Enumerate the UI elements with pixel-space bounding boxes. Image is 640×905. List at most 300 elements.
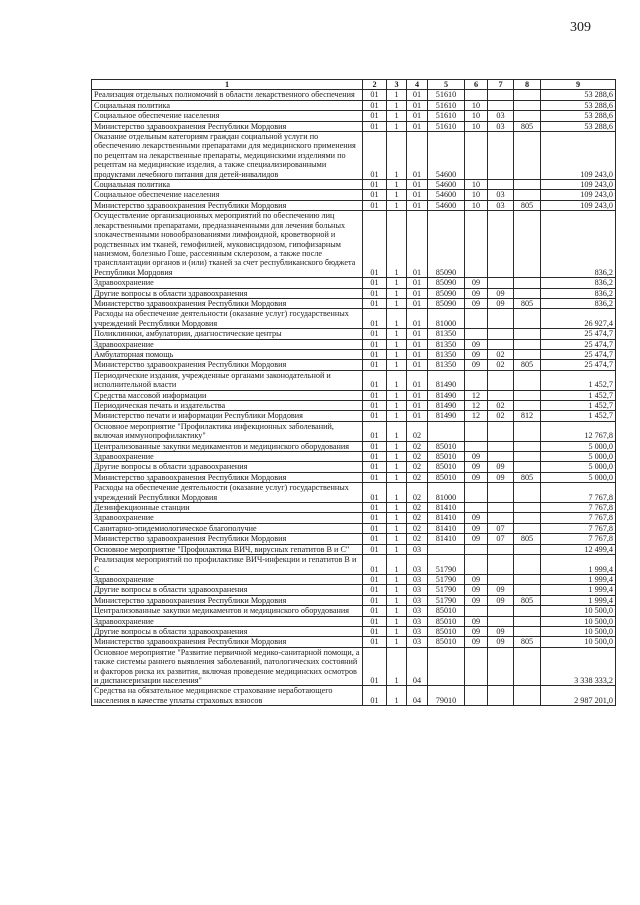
section-code-cell (465, 606, 488, 616)
line-item-name-cell: Здравоохранение (92, 278, 363, 288)
activity-code-cell: 01 (407, 200, 428, 210)
ministry-code-cell: 805 (514, 472, 541, 482)
section-code-cell (465, 211, 488, 278)
program-code-cell: 01 (363, 462, 387, 472)
table-row (92, 483, 616, 503)
subprogram-code-cell: 1 (387, 616, 407, 626)
program-code-cell: 01 (363, 544, 387, 554)
amount-cell: 1 999,4 (541, 585, 616, 595)
table-row (92, 111, 616, 121)
direction-code-cell: 81350 (428, 349, 465, 359)
ministry-code-cell (514, 401, 541, 411)
subsection-code-cell (488, 132, 514, 180)
activity-code-cell: 04 (407, 686, 428, 706)
subprogram-code-cell: 1 (387, 513, 407, 523)
line-item-name-cell: Санитарно-эпидемиологическое благополучие (92, 523, 363, 533)
subprogram-code-cell: 1 (387, 180, 407, 190)
subsection-code-cell: 03 (488, 121, 514, 131)
subsection-code-cell (488, 647, 514, 686)
header-cell: 3 (387, 80, 407, 90)
activity-code-cell: 04 (407, 647, 428, 686)
activity-code-cell: 01 (407, 411, 428, 421)
ministry-code-cell (514, 90, 541, 100)
direction-code-cell: 54600 (428, 190, 465, 200)
program-code-cell: 01 (363, 472, 387, 482)
subsection-code-cell (488, 180, 514, 190)
table-row (92, 278, 616, 288)
header-cell: 9 (541, 80, 616, 90)
table-row (92, 523, 616, 533)
amount-cell: 836,2 (541, 298, 616, 308)
ministry-code-cell (514, 647, 541, 686)
section-code-cell: 09 (465, 462, 488, 472)
subsection-code-cell (488, 513, 514, 523)
amount-cell: 7 767,8 (541, 483, 616, 503)
direction-code-cell: 81490 (428, 411, 465, 421)
section-code-cell: 09 (465, 298, 488, 308)
direction-code-cell: 51610 (428, 121, 465, 131)
table-row (92, 132, 616, 180)
section-code-cell: 09 (465, 360, 488, 370)
amount-cell: 1 999,4 (541, 574, 616, 584)
section-code-cell: 09 (465, 626, 488, 636)
program-code-cell: 01 (363, 483, 387, 503)
amount-cell: 5 000,0 (541, 452, 616, 462)
amount-cell: 7 767,8 (541, 523, 616, 533)
ministry-code-cell (514, 523, 541, 533)
table-row (92, 90, 616, 100)
line-item-name-cell: Расходы на обеспечение деятельности (оказание услуг) государственных учреждений Республики Мордовия (92, 483, 363, 503)
table-row (92, 100, 616, 110)
table-row (92, 298, 616, 308)
section-code-cell: 10 (465, 111, 488, 121)
direction-code-cell: 51790 (428, 574, 465, 584)
direction-code-cell: 85010 (428, 441, 465, 451)
program-code-cell: 01 (363, 421, 387, 441)
section-code-cell (465, 503, 488, 513)
ministry-code-cell (514, 544, 541, 554)
amount-cell: 7 767,8 (541, 503, 616, 513)
subprogram-code-cell: 1 (387, 544, 407, 554)
amount-cell: 1 452,7 (541, 390, 616, 400)
program-code-cell: 01 (363, 121, 387, 131)
subsection-code-cell (488, 100, 514, 110)
header-cell: 4 (407, 80, 428, 90)
program-code-cell: 01 (363, 370, 387, 390)
subprogram-code-cell: 1 (387, 585, 407, 595)
line-item-name-cell: Социальная политика (92, 180, 363, 190)
direction-code-cell: 85010 (428, 462, 465, 472)
activity-code-cell: 02 (407, 441, 428, 451)
program-code-cell: 01 (363, 606, 387, 616)
section-code-cell (465, 132, 488, 180)
subprogram-code-cell: 1 (387, 339, 407, 349)
subprogram-code-cell: 1 (387, 421, 407, 441)
program-code-cell: 01 (363, 329, 387, 339)
section-code-cell: 10 (465, 121, 488, 131)
direction-code-cell (428, 421, 465, 441)
amount-cell: 3 338 333,2 (541, 647, 616, 686)
ministry-code-cell (514, 555, 541, 575)
amount-cell: 25 474,7 (541, 339, 616, 349)
ministry-code-cell (514, 606, 541, 616)
subprogram-code-cell: 1 (387, 200, 407, 210)
header-cell: 5 (428, 80, 465, 90)
ministry-code-cell: 805 (514, 121, 541, 131)
ministry-code-cell (514, 211, 541, 278)
line-item-name-cell: Министерство здравоохранения Республики Мордовия (92, 534, 363, 544)
subsection-code-cell (488, 574, 514, 584)
header-cell: 8 (514, 80, 541, 90)
direction-code-cell: 81350 (428, 360, 465, 370)
ministry-code-cell (514, 288, 541, 298)
section-code-cell: 09 (465, 523, 488, 533)
direction-code-cell: 81490 (428, 370, 465, 390)
line-item-name-cell: Здравоохранение (92, 513, 363, 523)
subsection-code-cell: 02 (488, 349, 514, 359)
program-code-cell: 01 (363, 309, 387, 329)
ministry-code-cell (514, 483, 541, 503)
line-item-name-cell: Министерство здравоохранения Республики Мордовия (92, 595, 363, 605)
program-code-cell: 01 (363, 111, 387, 121)
activity-code-cell: 01 (407, 349, 428, 359)
line-item-name-cell: Другие вопросы в области здравоохранения (92, 585, 363, 595)
ministry-code-cell (514, 180, 541, 190)
table-row (92, 329, 616, 339)
activity-code-cell: 03 (407, 544, 428, 554)
program-code-cell: 01 (363, 555, 387, 575)
activity-code-cell: 02 (407, 462, 428, 472)
table-row (92, 513, 616, 523)
program-code-cell: 01 (363, 298, 387, 308)
subsection-code-cell: 03 (488, 111, 514, 121)
amount-cell: 1 999,4 (541, 595, 616, 605)
table-row (92, 606, 616, 616)
line-item-name-cell: Средства массовой информации (92, 390, 363, 400)
direction-code-cell: 51790 (428, 585, 465, 595)
header-cell: 6 (465, 80, 488, 90)
amount-cell: 1 452,7 (541, 401, 616, 411)
amount-cell: 5 000,0 (541, 472, 616, 482)
subprogram-code-cell: 1 (387, 278, 407, 288)
direction-code-cell: 85010 (428, 616, 465, 626)
table-row (92, 472, 616, 482)
program-code-cell: 01 (363, 278, 387, 288)
ministry-code-cell (514, 390, 541, 400)
amount-cell: 836,2 (541, 278, 616, 288)
table-row (92, 288, 616, 298)
page-number: 309 (570, 20, 591, 35)
ministry-code-cell (514, 190, 541, 200)
table-row (92, 534, 616, 544)
amount-cell: 109 243,0 (541, 200, 616, 210)
direction-code-cell: 81410 (428, 534, 465, 544)
line-item-name-cell: Периодические издания, учрежденные органами законодательной и исполнительной власти (92, 370, 363, 390)
direction-code-cell: 85090 (428, 298, 465, 308)
section-code-cell: 10 (465, 100, 488, 110)
section-code-cell: 09 (465, 288, 488, 298)
direction-code-cell: 81410 (428, 523, 465, 533)
table-row (92, 647, 616, 686)
ministry-code-cell (514, 626, 541, 636)
line-item-name-cell: Реализация отдельных полномочий в области лекарственного обеспечения (92, 90, 363, 100)
subprogram-code-cell: 1 (387, 349, 407, 359)
header-row (92, 80, 616, 90)
subsection-code-cell: 07 (488, 523, 514, 533)
activity-code-cell: 03 (407, 574, 428, 584)
program-code-cell: 01 (363, 647, 387, 686)
direction-code-cell: 54600 (428, 200, 465, 210)
section-code-cell (465, 544, 488, 554)
table-row (92, 585, 616, 595)
subsection-code-cell: 03 (488, 200, 514, 210)
table-row (92, 555, 616, 575)
program-code-cell: 01 (363, 339, 387, 349)
activity-code-cell: 03 (407, 595, 428, 605)
direction-code-cell: 85010 (428, 472, 465, 482)
subprogram-code-cell: 1 (387, 555, 407, 575)
amount-cell: 12 767,8 (541, 421, 616, 441)
table-row (92, 360, 616, 370)
line-item-name-cell: Оказание отдельным категориям граждан социальной услуги по обеспечению лекарственными препаратами для медицинского применения по рецептам на лекарственные препараты, медицинскими изделиями по рецептам на медицинские изделия, а также специализированными продуктами лечебного питания для детей-инвалидов (92, 132, 363, 180)
subprogram-code-cell: 1 (387, 298, 407, 308)
subsection-code-cell (488, 606, 514, 616)
line-item-name-cell: Социальное обеспечение населения (92, 190, 363, 200)
amount-cell: 1 999,4 (541, 555, 616, 575)
direction-code-cell: 79010 (428, 686, 465, 706)
amount-cell: 10 500,0 (541, 626, 616, 636)
subprogram-code-cell: 1 (387, 626, 407, 636)
line-item-name-cell: Осуществление организационных мероприятий по обеспечению лиц лекарственными препаратами, предназначенными для лечения больных злокачественными новообразованиями лимфоидной, кроветворной и родственных им тканей, гемофилией, муковисцидозом, гипофизарным нанизмом, болезнью Гоше, рассеянным склерозом, а также после трансплантации органов и (или) тканей за счет республиканского бюджета Республики Мордовия (92, 211, 363, 278)
direction-code-cell: 85090 (428, 211, 465, 278)
table-row (92, 190, 616, 200)
program-code-cell: 01 (363, 401, 387, 411)
table-row (92, 452, 616, 462)
table-row (92, 121, 616, 131)
line-item-name-cell: Поликлиники, амбулатории, диагностические центры (92, 329, 363, 339)
ministry-code-cell: 812 (514, 411, 541, 421)
section-code-cell (465, 686, 488, 706)
table-row (92, 574, 616, 584)
section-code-cell: 10 (465, 180, 488, 190)
line-item-name-cell: Реализация мероприятий по профилактике ВИЧ-инфекции и гепатитов В и С (92, 555, 363, 575)
line-item-name-cell: Социальная политика (92, 100, 363, 110)
program-code-cell: 01 (363, 452, 387, 462)
ministry-code-cell (514, 452, 541, 462)
line-item-name-cell: Здравоохранение (92, 452, 363, 462)
activity-code-cell: 01 (407, 329, 428, 339)
program-code-cell: 01 (363, 585, 387, 595)
direction-code-cell: 51610 (428, 100, 465, 110)
amount-cell: 53 288,6 (541, 111, 616, 121)
budget-table (91, 79, 616, 706)
table-row (92, 626, 616, 636)
subprogram-code-cell: 1 (387, 637, 407, 647)
table-row (92, 211, 616, 278)
program-code-cell: 01 (363, 190, 387, 200)
program-code-cell: 01 (363, 132, 387, 180)
amount-cell: 26 927,4 (541, 309, 616, 329)
activity-code-cell: 01 (407, 278, 428, 288)
line-item-name-cell: Централизованные закупки медикаментов и медицинского оборудования (92, 441, 363, 451)
header-cell: 1 (92, 80, 363, 90)
activity-code-cell: 02 (407, 483, 428, 503)
section-code-cell: 10 (465, 190, 488, 200)
direction-code-cell: 85010 (428, 452, 465, 462)
subsection-code-cell (488, 309, 514, 329)
activity-code-cell: 01 (407, 298, 428, 308)
table-body (92, 90, 616, 706)
subprogram-code-cell: 1 (387, 309, 407, 329)
subsection-code-cell (488, 483, 514, 503)
subprogram-code-cell: 1 (387, 483, 407, 503)
section-code-cell (465, 441, 488, 451)
line-item-name-cell: Средства на обязательное медицинское страхование неработающего населения в качестве уплаты страховых взносов (92, 686, 363, 706)
line-item-name-cell: Министерство здравоохранения Республики Мордовия (92, 637, 363, 647)
table-row (92, 309, 616, 329)
section-code-cell (465, 421, 488, 441)
ministry-code-cell (514, 441, 541, 451)
subprogram-code-cell: 1 (387, 686, 407, 706)
direction-code-cell: 51790 (428, 555, 465, 575)
direction-code-cell: 54600 (428, 132, 465, 180)
activity-code-cell: 01 (407, 288, 428, 298)
activity-code-cell: 01 (407, 90, 428, 100)
line-item-name-cell: Дезинфекционные станции (92, 503, 363, 513)
subsection-code-cell (488, 544, 514, 554)
direction-code-cell: 81350 (428, 339, 465, 349)
direction-code-cell: 85010 (428, 637, 465, 647)
amount-cell: 836,2 (541, 211, 616, 278)
section-code-cell (465, 555, 488, 575)
amount-cell: 7 767,8 (541, 513, 616, 523)
subprogram-code-cell: 1 (387, 329, 407, 339)
amount-cell: 10 500,0 (541, 606, 616, 616)
amount-cell: 10 500,0 (541, 616, 616, 626)
program-code-cell: 01 (363, 200, 387, 210)
direction-code-cell: 51610 (428, 111, 465, 121)
activity-code-cell: 02 (407, 472, 428, 482)
amount-cell: 25 474,7 (541, 349, 616, 359)
subprogram-code-cell: 1 (387, 523, 407, 533)
ministry-code-cell (514, 574, 541, 584)
amount-cell: 1 452,7 (541, 411, 616, 421)
ministry-code-cell (514, 503, 541, 513)
subsection-code-cell (488, 90, 514, 100)
line-item-name-cell: Основное мероприятие "Профилактика ВИЧ, вирусных гепатитов В и С" (92, 544, 363, 554)
direction-code-cell: 81350 (428, 329, 465, 339)
amount-cell: 109 243,0 (541, 132, 616, 180)
subsection-code-cell: 09 (488, 462, 514, 472)
section-code-cell: 09 (465, 534, 488, 544)
program-code-cell: 01 (363, 180, 387, 190)
program-code-cell: 01 (363, 360, 387, 370)
line-item-name-cell: Министерство здравоохранения Республики Мордовия (92, 298, 363, 308)
line-item-name-cell: Здравоохранение (92, 616, 363, 626)
header-cell: 7 (488, 80, 514, 90)
direction-code-cell: 81000 (428, 483, 465, 503)
table-row (92, 616, 616, 626)
line-item-name-cell: Основное мероприятие "Развитие первичной медико-санитарной помощи, а также системы раннего выявления заболеваний, патологических состояний и факторов риска их развития, включая проведение медицинских осмотров и диспансеризации населения" (92, 647, 363, 686)
amount-cell: 25 474,7 (541, 360, 616, 370)
subsection-code-cell: 03 (488, 190, 514, 200)
subsection-code-cell: 09 (488, 585, 514, 595)
line-item-name-cell: Расходы на обеспечение деятельности (оказание услуг) государственных учреждений Республики Мордовия (92, 309, 363, 329)
subsection-code-cell: 09 (488, 637, 514, 647)
line-item-name-cell: Министерство здравоохранения Республики Мордовия (92, 360, 363, 370)
program-code-cell: 01 (363, 595, 387, 605)
program-code-cell: 01 (363, 390, 387, 400)
ministry-code-cell (514, 309, 541, 329)
ministry-code-cell: 805 (514, 360, 541, 370)
direction-code-cell (428, 647, 465, 686)
section-code-cell: 09 (465, 637, 488, 647)
line-item-name-cell: Министерство здравоохранения Республики Мордовия (92, 200, 363, 210)
subprogram-code-cell: 1 (387, 411, 407, 421)
section-code-cell: 09 (465, 472, 488, 482)
line-item-name-cell: Другие вопросы в области здравоохранения (92, 626, 363, 636)
direction-code-cell (428, 544, 465, 554)
program-code-cell: 01 (363, 626, 387, 636)
activity-code-cell: 03 (407, 606, 428, 616)
ministry-code-cell (514, 111, 541, 121)
direction-code-cell: 81410 (428, 503, 465, 513)
direction-code-cell: 85090 (428, 278, 465, 288)
activity-code-cell: 01 (407, 360, 428, 370)
line-item-name-cell: Централизованные закупки медикаментов и медицинского оборудования (92, 606, 363, 616)
table-row (92, 595, 616, 605)
section-code-cell (465, 90, 488, 100)
section-code-cell: 12 (465, 390, 488, 400)
subprogram-code-cell: 1 (387, 121, 407, 131)
amount-cell: 109 243,0 (541, 190, 616, 200)
activity-code-cell: 02 (407, 534, 428, 544)
activity-code-cell: 01 (407, 339, 428, 349)
activity-code-cell: 03 (407, 585, 428, 595)
direction-code-cell: 51610 (428, 90, 465, 100)
subprogram-code-cell: 1 (387, 503, 407, 513)
program-code-cell: 01 (363, 100, 387, 110)
ministry-code-cell (514, 278, 541, 288)
header-cell: 2 (363, 80, 387, 90)
line-item-name-cell: Министерство здравоохранения Республики Мордовия (92, 472, 363, 482)
section-code-cell: 12 (465, 401, 488, 411)
ministry-code-cell (514, 370, 541, 390)
subsection-code-cell (488, 441, 514, 451)
ministry-code-cell (514, 462, 541, 472)
ministry-code-cell (514, 421, 541, 441)
subprogram-code-cell: 1 (387, 534, 407, 544)
program-code-cell: 01 (363, 574, 387, 584)
line-item-name-cell: Здравоохранение (92, 574, 363, 584)
subprogram-code-cell: 1 (387, 462, 407, 472)
ministry-code-cell: 805 (514, 298, 541, 308)
activity-code-cell: 03 (407, 637, 428, 647)
activity-code-cell: 01 (407, 180, 428, 190)
table-row (92, 339, 616, 349)
subprogram-code-cell: 1 (387, 288, 407, 298)
program-code-cell: 01 (363, 441, 387, 451)
section-code-cell (465, 329, 488, 339)
line-item-name-cell: Амбулаторная помощь (92, 349, 363, 359)
activity-code-cell: 01 (407, 370, 428, 390)
ministry-code-cell: 805 (514, 200, 541, 210)
program-code-cell: 01 (363, 686, 387, 706)
direction-code-cell: 81490 (428, 390, 465, 400)
subprogram-code-cell: 1 (387, 90, 407, 100)
program-code-cell: 01 (363, 637, 387, 647)
activity-code-cell: 02 (407, 523, 428, 533)
